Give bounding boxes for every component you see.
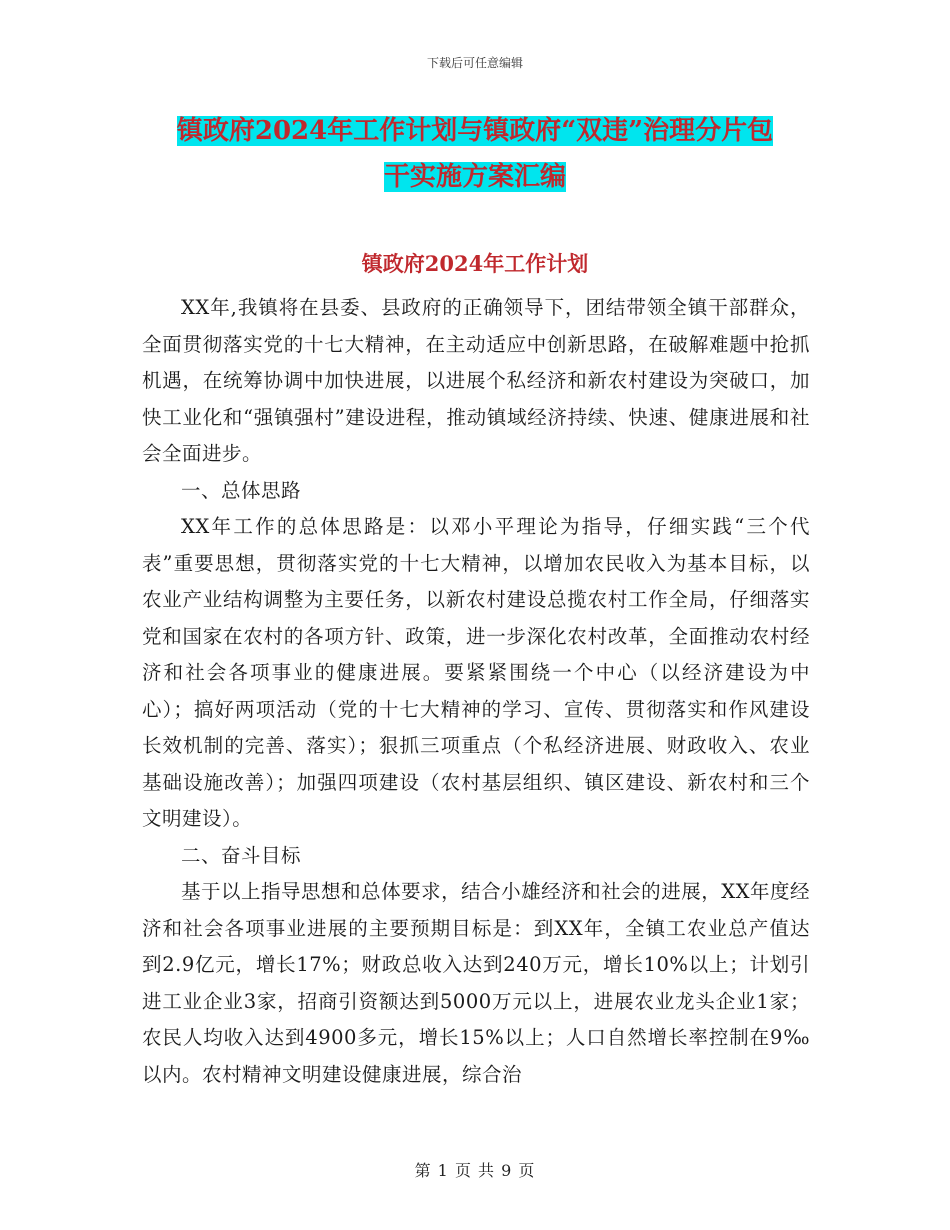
paragraph-intro: XX年,我镇将在县委、县政府的正确领导下，团结带领全镇干部群众，全面贯彻落实党的十七大精神，在主动适应中创新思路，在破解难题中抢抓机遇，在统筹协调中加快进展，以进展个私经济和新农村建设为突破口，加快工业化和“强镇强村”建设进程，推动镇域经济持续、快速、健康进展和社会全面进步。 [142,296,810,465]
title-line-2: 干实施方案汇编 [383,162,566,192]
header-note: 下载后可任意编辑 [426,56,523,70]
page-number: 第 1 页 共 9 页 [414,1161,536,1180]
paragraph-goals: 基于以上指导思想和总体要求，结合小雄经济和社会的进展，XX年度经济和社会各项事业进展的主要预期目标是：到XX年，全镇工农业总产值达到2.9亿元，增长17%；财政总收入达到240万元，增长10%以上；计划引进工业企业3家，招商引资额达到5000万元以上，进展农业龙头企业1家；农民人均收入达到4900多元，增长15%以上；人口自然增长率控制在9‰以内。农村精神文明建设健康进展，综合治 [142,880,810,1086]
heading-overall-approach: 一、总体思路 [181,478,302,502]
document-body [142,290,810,1093]
heading-goals: 二、奋斗目标 [181,843,302,867]
document-title [140,108,810,200]
paragraph-overall-approach: XX年工作的总体思路是：以邓小平理论为指导，仔细实践“三个代表”重要思想，贯彻落实党的十七大精神，以增加农民收入为基本目标，以农业产业结构调整为主要任务，以新农村建设总揽农村工作全局，仔细落实党和国家在农村的各项方针、政策，进一步深化农村改革，全面推动农村经济和社会各项事业的健康进展。要紧紧围绕一个中心（以经济建设为中心）；搞好两项活动（党的十七大精神的学习、宣传、贯彻落实和作风建设长效机制的完善、落实）；狠抓三项重点（个私经济进展、财政收入、农业基础设施改善）；加强四项建设（农村基层组织、镇区建设、新农村和三个文明建设）。 [142,515,810,830]
section-title: 镇政府2024年工作计划 [361,251,589,276]
title-line-1: 镇政府2024年工作计划与镇政府“双违”治理分片包 [176,116,774,146]
